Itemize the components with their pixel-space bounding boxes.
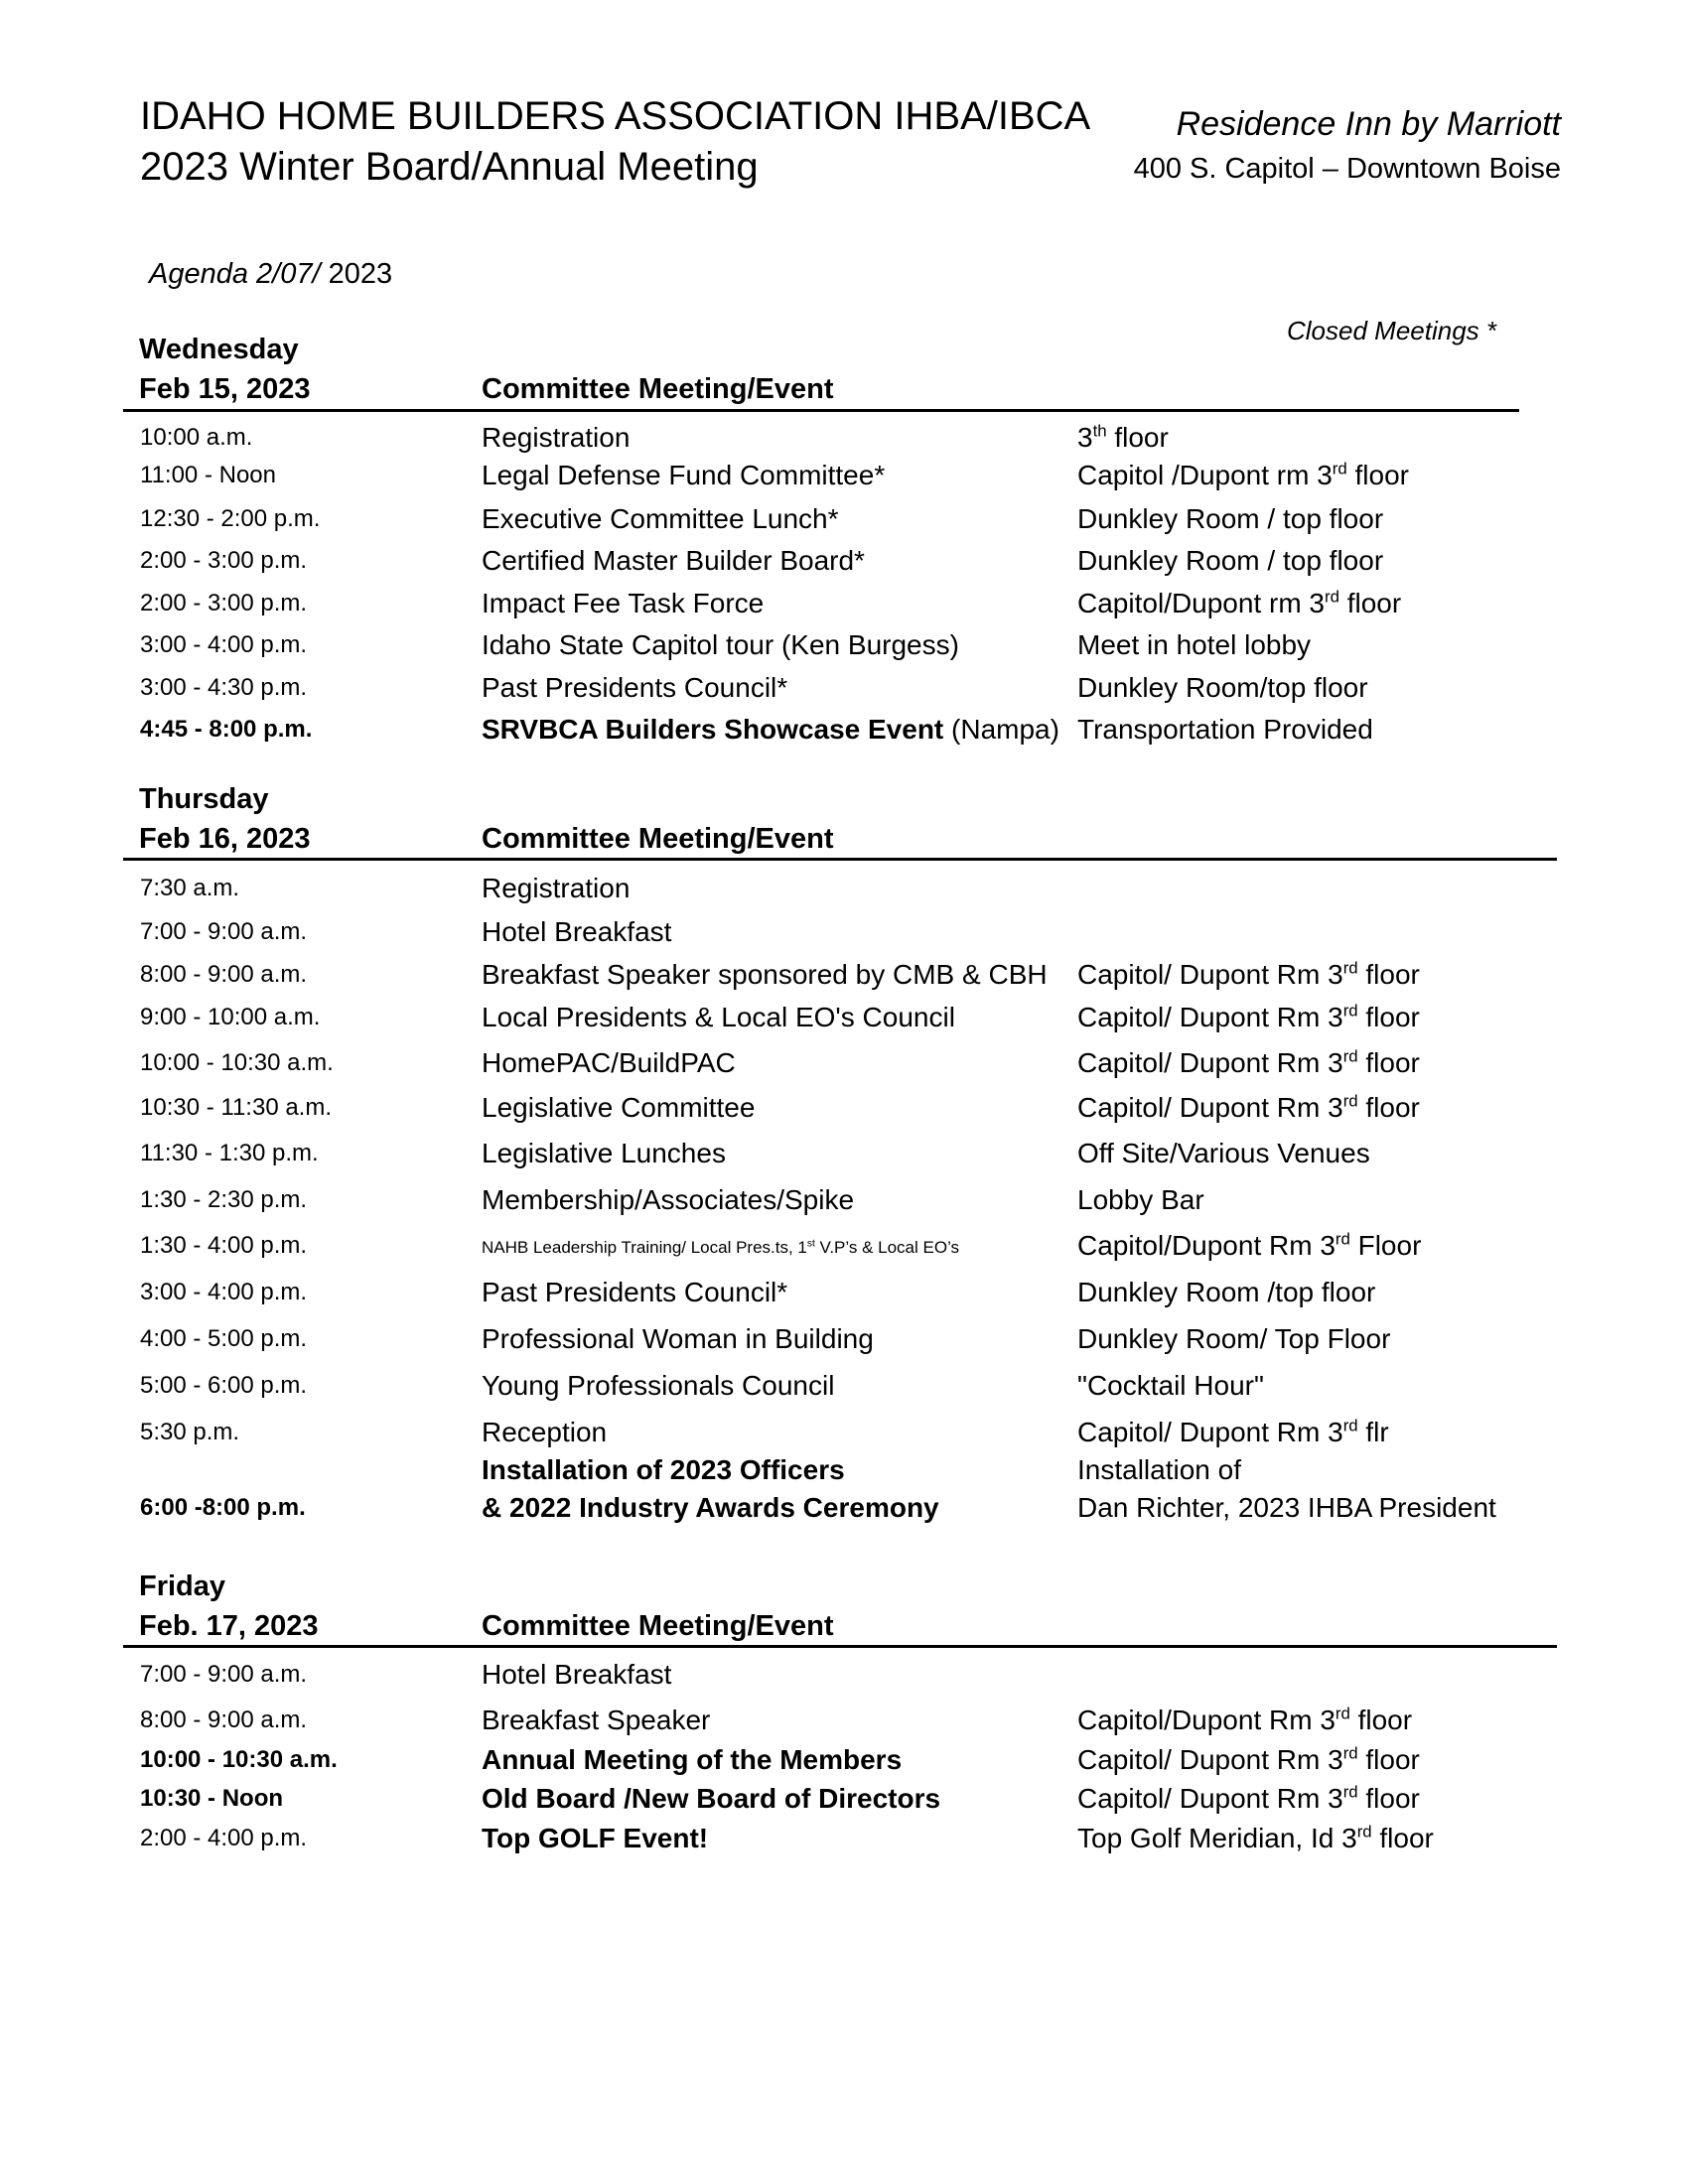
- row-time: 4:00 - 5:00 p.m.: [140, 1325, 308, 1352]
- row-location: Installation of: [1077, 1454, 1241, 1485]
- schedule-row: [0, 1181, 1688, 1221]
- venue-name: Residence Inn by Marriott: [1176, 105, 1561, 143]
- day-header-wednesday: [139, 330, 1559, 409]
- row-location: Capitol/ Dupont Rm 3rd floor: [1077, 958, 1420, 990]
- row-location: Capitol/ Dupont Rm 3rd floor: [1077, 1782, 1420, 1814]
- row-event: SRVBCA Builders Showcase Event (Nampa): [482, 714, 1059, 745]
- row-location: Lobby Bar: [1077, 1184, 1204, 1215]
- row-event: Certified Master Builder Board*: [482, 545, 865, 576]
- meeting-title: 2023 Winter Board/Annual Meeting: [140, 145, 759, 189]
- schedule-row: [0, 542, 1688, 582]
- schedule-row: [0, 1489, 1688, 1529]
- row-time: 10:00 - 10:30 a.m.: [140, 1746, 338, 1773]
- schedule-row: [0, 500, 1688, 540]
- row-time: 7:30 a.m.: [140, 875, 240, 901]
- column-label: Committee Meeting/Event: [482, 373, 834, 405]
- schedule-row: [0, 913, 1688, 953]
- row-time: 5:30 p.m.: [140, 1419, 240, 1445]
- row-event: [482, 1820, 708, 1857]
- row-event: Professional Woman in Building: [482, 1323, 874, 1354]
- day-date: Feb. 17, 2023: [139, 1610, 319, 1642]
- row-event: Impact Fee Task Force: [482, 588, 765, 618]
- row-location: Dunkley Room/top floor: [1077, 672, 1368, 703]
- day-header-friday: [139, 1567, 1559, 1646]
- row-event: Past Presidents Council*: [482, 1277, 788, 1307]
- row-location: "Cocktail Hour": [1077, 1370, 1264, 1401]
- event-bold-text: Top GOLF Event!: [482, 1823, 709, 1853]
- schedule-row: [0, 626, 1688, 666]
- row-location: Capitol/Dupont Rm 3rd floor: [1077, 1704, 1413, 1735]
- row-event: Executive Committee Lunch*: [482, 503, 839, 534]
- row-event: NAHB Leadership Training/ Local Pres.ts, 1st V.P’s & Local EO’s: [482, 1238, 960, 1257]
- column-label: Committee Meeting/Event: [482, 823, 834, 855]
- row-location: Capitol/ Dupont Rm 3rd floor: [1077, 1046, 1420, 1078]
- row-time: 1:30 - 4:00 p.m.: [140, 1232, 308, 1259]
- day-date: Feb 15, 2023: [139, 373, 311, 405]
- row-location: 3th floor: [1077, 421, 1169, 453]
- schedule-row: [0, 1656, 1688, 1696]
- row-event: Breakfast Speaker: [482, 1705, 711, 1735]
- schedule-row: [0, 711, 1688, 751]
- superscript: st: [806, 1238, 815, 1250]
- event-bold-text: Installation of 2023 Officers: [482, 1454, 845, 1485]
- agenda-year: 2023: [320, 258, 393, 290]
- schedule-row: [0, 1274, 1688, 1313]
- row-event: [482, 1451, 845, 1489]
- row-time: 11:00 - Noon: [140, 462, 276, 488]
- row-location: Dunkley Room /top floor: [1077, 1277, 1376, 1307]
- row-location: Meet in hotel lobby: [1077, 629, 1312, 660]
- row-time: 8:00 - 9:00 a.m.: [140, 961, 308, 988]
- header-rule: [123, 409, 1519, 412]
- superscript: rd: [1356, 1822, 1372, 1842]
- row-location: Capitol/Dupont Rm 3rd Floor: [1077, 1229, 1422, 1261]
- day-name: Wednesday: [139, 334, 299, 365]
- day-name: Friday: [139, 1570, 226, 1602]
- row-event: Breakfast Speaker sponsored by CMB & CBH: [482, 959, 1048, 990]
- row-time: 10:30 - 11:30 a.m.: [140, 1094, 333, 1121]
- row-location: Capitol /Dupont rm 3rd floor: [1077, 459, 1409, 490]
- schedule-row: [0, 1820, 1688, 1859]
- schedule-row: [0, 999, 1688, 1038]
- row-event: Local Presidents & Local EO's Council: [482, 1002, 955, 1032]
- superscript: rd: [1332, 459, 1347, 478]
- superscript: rd: [1342, 958, 1358, 978]
- schedule-row: [0, 870, 1688, 909]
- superscript: rd: [1342, 1001, 1358, 1021]
- row-event: HomePAC/BuildPAC: [482, 1047, 736, 1078]
- row-event: Legislative Lunches: [482, 1138, 726, 1168]
- superscript: rd: [1342, 1091, 1358, 1111]
- row-time: 3:00 - 4:00 p.m.: [140, 631, 308, 658]
- row-location: Dan Richter, 2023 IHBA President: [1077, 1492, 1496, 1523]
- row-event: Legal Defense Fund Committee*: [482, 460, 886, 490]
- schedule-row: [0, 669, 1688, 709]
- schedule-row: [0, 1414, 1688, 1453]
- event-bold-text: & 2022 Industry Awards Ceremony: [482, 1492, 939, 1523]
- day-name: Thursday: [139, 783, 269, 815]
- row-location: Capitol/Dupont rm 3rd floor: [1077, 587, 1402, 618]
- schedule-row: [0, 1135, 1688, 1174]
- schedule-row: [0, 1780, 1688, 1820]
- row-time: 7:00 - 9:00 a.m.: [140, 1661, 308, 1688]
- header-rule: [123, 858, 1557, 861]
- row-event: [482, 1489, 939, 1527]
- row-time: 9:00 - 10:00 a.m.: [140, 1004, 321, 1030]
- row-event: Hotel Breakfast: [482, 1659, 672, 1690]
- row-time: 10:00 a.m.: [140, 424, 253, 451]
- row-time: 6:00 -8:00 p.m.: [140, 1494, 306, 1521]
- row-location: Dunkley Room / top floor: [1077, 545, 1384, 576]
- schedule-row: [0, 1227, 1688, 1267]
- row-event: Registration: [482, 422, 631, 453]
- closed-meetings-note: Closed Meetings *: [1287, 316, 1496, 345]
- row-location: Off Site/Various Venues: [1077, 1138, 1370, 1168]
- schedule-row: [0, 1741, 1688, 1781]
- superscript: rd: [1335, 1704, 1350, 1723]
- row-time: 2:00 - 4:00 p.m.: [140, 1825, 308, 1851]
- event-bold-text: SRVBCA Builders Showcase Event: [482, 714, 944, 745]
- row-location: Capitol/ Dupont Rm 3rd flr: [1077, 1416, 1389, 1447]
- venue-address: 400 S. Capitol – Downtown Boise: [1133, 153, 1561, 185]
- organization-title: IDAHO HOME BUILDERS ASSOCIATION IHBA/IBCA: [140, 94, 1091, 138]
- row-time: 10:30 - Noon: [140, 1785, 284, 1812]
- day-header-thursday: [139, 779, 1559, 859]
- row-location: Top Golf Meridian, Id 3rd floor: [1077, 1822, 1434, 1853]
- row-time: 5:00 - 6:00 p.m.: [140, 1372, 308, 1399]
- row-location: Dunkley Room/ Top Floor: [1077, 1323, 1391, 1354]
- superscript: rd: [1325, 587, 1339, 607]
- superscript: rd: [1342, 1046, 1358, 1066]
- row-time: 8:00 - 9:00 a.m.: [140, 1706, 308, 1733]
- day-date: Feb 16, 2023: [139, 823, 311, 855]
- agenda-date: [149, 258, 392, 291]
- schedule-row: [0, 419, 1688, 459]
- row-event: Past Presidents Council*: [482, 672, 788, 703]
- row-time: 7:00 - 9:00 a.m.: [140, 918, 308, 945]
- row-time: 11:30 - 1:30 p.m.: [140, 1140, 319, 1166]
- superscript: rd: [1342, 1743, 1358, 1763]
- schedule-row: [0, 1089, 1688, 1129]
- row-time: 4:45 - 8:00 p.m.: [140, 716, 313, 743]
- schedule-row: [0, 585, 1688, 624]
- row-time: 1:30 - 2:30 p.m.: [140, 1186, 308, 1213]
- row-location: Capitol/ Dupont Rm 3rd floor: [1077, 1091, 1420, 1123]
- row-event: Hotel Breakfast: [482, 916, 672, 947]
- row-time: 3:00 - 4:30 p.m.: [140, 674, 308, 701]
- row-location: Dunkley Room / top floor: [1077, 503, 1384, 534]
- event-bold-text: Old Board /New Board of Directors: [482, 1783, 941, 1814]
- row-event: [482, 1741, 902, 1779]
- superscript: rd: [1342, 1416, 1358, 1435]
- row-event: Idaho State Capitol tour (Ken Burgess): [482, 629, 959, 660]
- row-time: 2:00 - 3:00 p.m.: [140, 590, 308, 616]
- row-event: [482, 1780, 940, 1818]
- schedule-row: [0, 1044, 1688, 1084]
- row-location: Capitol/ Dupont Rm 3rd floor: [1077, 1743, 1420, 1775]
- schedule-row: [0, 1320, 1688, 1360]
- row-time: 10:00 - 10:30 a.m.: [140, 1049, 334, 1076]
- schedule-row: [0, 1451, 1688, 1491]
- schedule-row: [0, 1367, 1688, 1407]
- row-time: 2:00 - 3:00 p.m.: [140, 547, 308, 574]
- row-event: Reception: [482, 1417, 608, 1447]
- event-bold-text: Annual Meeting of the Members: [482, 1744, 903, 1775]
- header-rule: [123, 1645, 1557, 1648]
- superscript: rd: [1342, 1782, 1358, 1802]
- row-event: Young Professionals Council: [482, 1370, 835, 1401]
- row-location: Capitol/ Dupont Rm 3rd floor: [1077, 1001, 1420, 1032]
- row-time: 12:30 - 2:00 p.m.: [140, 505, 321, 532]
- agenda-label: Agenda 2/07/: [149, 258, 321, 290]
- superscript: th: [1092, 421, 1107, 441]
- schedule-row: [0, 1702, 1688, 1741]
- schedule-row: [0, 457, 1688, 496]
- row-location: Transportation Provided: [1077, 714, 1373, 745]
- row-time: 3:00 - 4:00 p.m.: [140, 1279, 308, 1305]
- row-event: Membership/Associates/Spike: [482, 1184, 855, 1215]
- row-event: Legislative Committee: [482, 1092, 756, 1123]
- row-event: Registration: [482, 873, 631, 903]
- schedule-row: [0, 956, 1688, 996]
- column-label: Committee Meeting/Event: [482, 1610, 834, 1642]
- superscript: rd: [1335, 1229, 1350, 1249]
